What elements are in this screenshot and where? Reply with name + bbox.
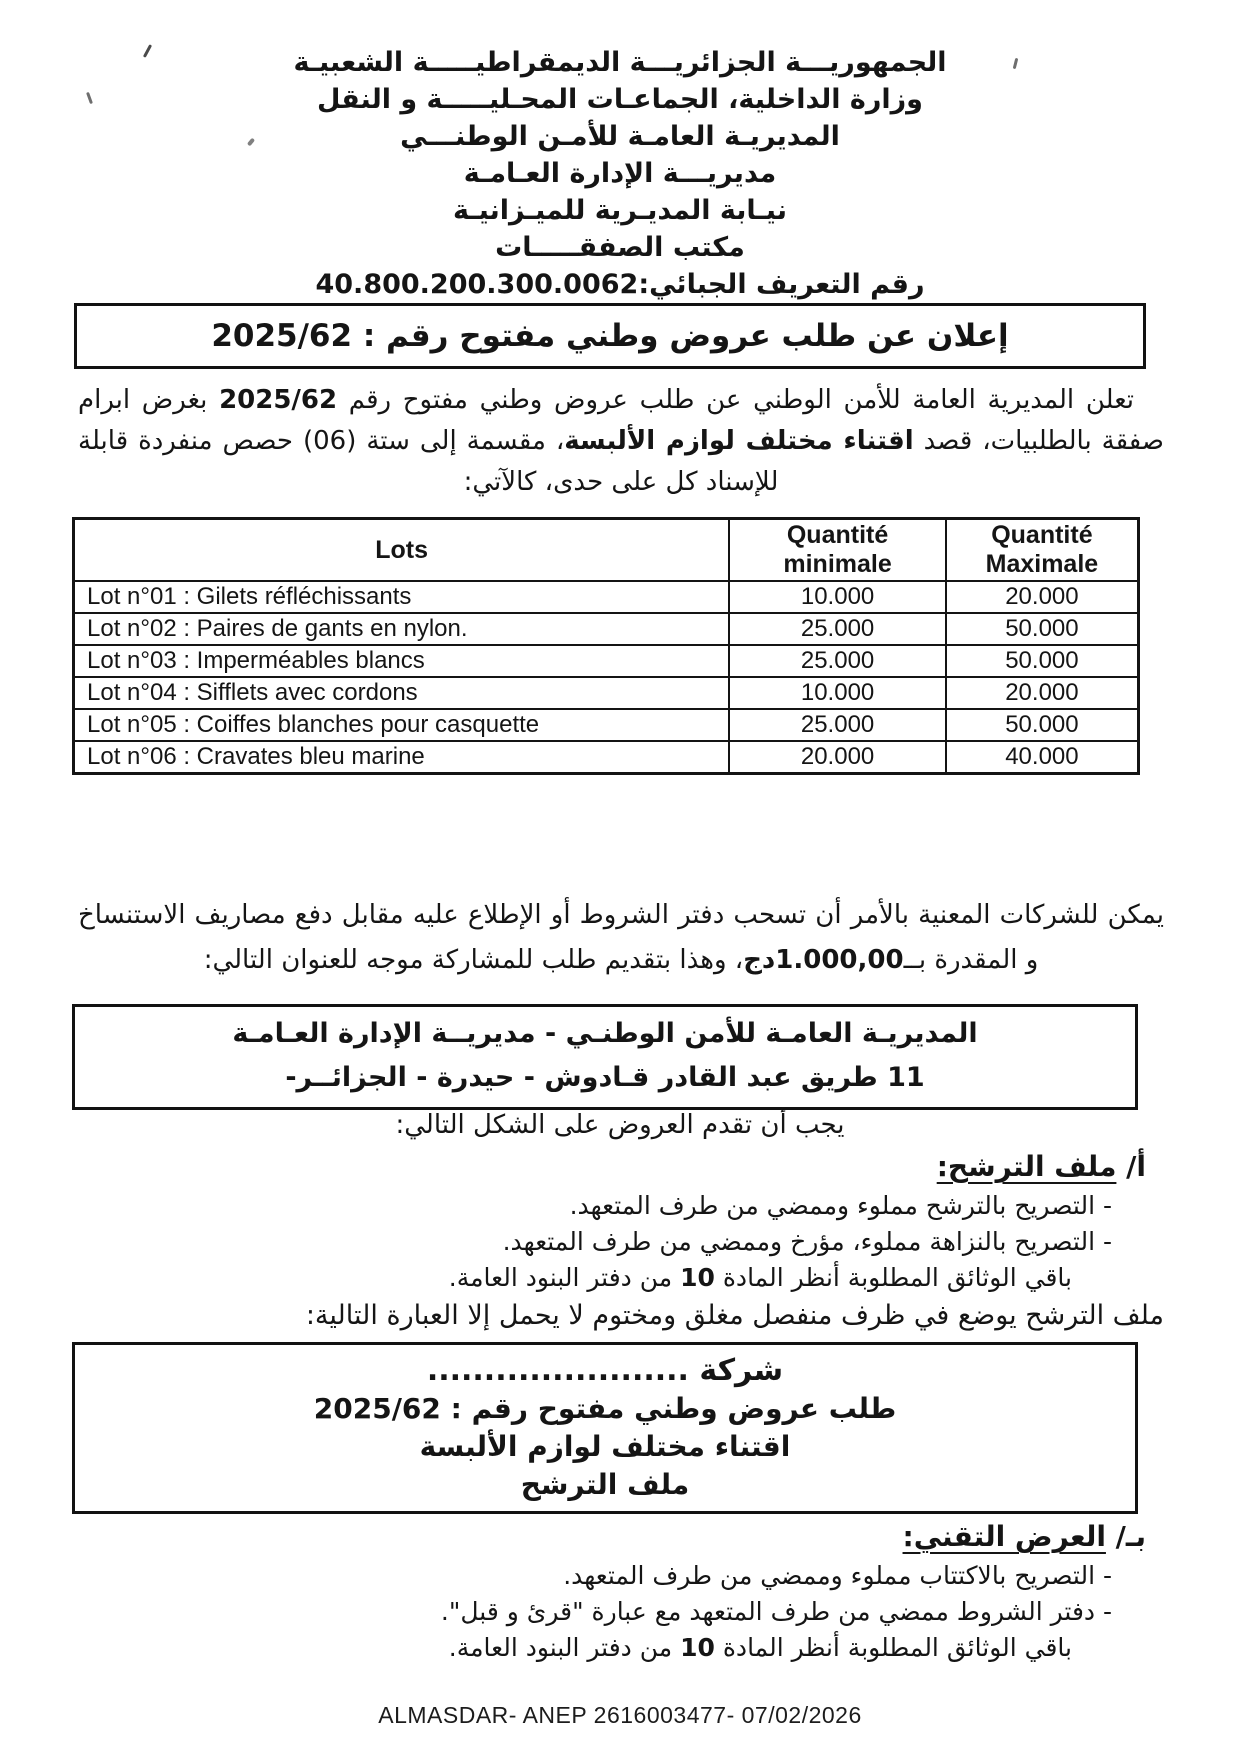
letterhead-line-office: مكتب الصفقـــــات	[495, 232, 745, 263]
section-b-article-number: 10	[680, 1633, 715, 1662]
section-a-item-3-seg: من دفتر البنود العامة.	[448, 1263, 681, 1292]
col-header-lots: Lots	[74, 519, 730, 582]
lot-cell: Lot n°03 : Imperméables blancs	[74, 645, 730, 677]
qty-min-cell: 25.000	[729, 613, 946, 645]
lot-cell: Lot n°06 : Cravates bleu marine	[74, 741, 730, 774]
anep-footer: ALMASDAR- ANEP 2616003477- 07/02/2026	[378, 1702, 862, 1728]
lots-table	[72, 517, 1140, 775]
lot-cell: Lot n°01 : Gilets réfléchissants	[74, 581, 730, 613]
section-a-title: ملف الترشح:	[936, 1150, 1117, 1183]
tax-id-line	[0, 266, 1240, 303]
col-header-qty-max-line1: Quantité	[991, 521, 1093, 549]
table-row	[74, 613, 1139, 645]
section-b-item-2: - دفتر الشروط ممضي من طرف المتعهد مع عبارة "قرئ و قبل".	[440, 1597, 1112, 1626]
letterhead-line-republic: الجمهوريـــة الجزائريـــة الديمقراطيـــــة الشعبيـة	[293, 47, 947, 78]
lot-cell: Lot n°04 : Sifflets avec cordons	[74, 677, 730, 709]
letterhead-line-ministry: وزارة الداخلية، الجماعـات المحـليـــــة و النقل	[317, 84, 923, 115]
table-row	[74, 581, 1139, 613]
address-line-1: المديريـة العامـة للأمن الوطنـي - مديريــة الإدارة العـامـة	[232, 1018, 978, 1049]
notice-title: إعلان عن طلب عروض وطني مفتوح رقم : 2025/62	[211, 318, 1009, 354]
table-row	[74, 709, 1139, 741]
envelope-object-line: اقتناء مختلف لوازم الألبسة	[419, 1430, 791, 1463]
table-header-row	[74, 519, 1139, 582]
section-technical-offer	[0, 1516, 1240, 1666]
table-row	[74, 645, 1139, 677]
section-b-item-3-seg: من دفتر البنود العامة.	[448, 1633, 681, 1662]
section-a-heading	[0, 1146, 1240, 1188]
section-b-prefix: بـ/	[1105, 1520, 1146, 1553]
table-row	[74, 677, 1139, 709]
qty-max-cell: 50.000	[946, 613, 1139, 645]
letterhead	[0, 44, 1240, 303]
section-a-article-number: 10	[680, 1263, 715, 1292]
col-header-qty-min-line2: minimale	[783, 550, 892, 578]
intro-seg: بغرض ابرام صفقة بالطلبيات، قصد	[78, 385, 1164, 456]
section-a-prefix: أ/	[1116, 1150, 1146, 1183]
notice-title-box	[74, 303, 1146, 369]
col-header-qty-max	[946, 519, 1139, 582]
col-header-qty-min-line1: Quantité	[786, 521, 889, 549]
letterhead-line-dgsn: المديريـة العامـة للأمـن الوطنـــي	[400, 121, 840, 152]
lot-cell: Lot n°02 : Paires de gants en nylon.	[74, 613, 730, 645]
intro-object: اقتناء مختلف لوازم الألبسة	[564, 426, 914, 456]
section-b-title: العرض التقني:	[902, 1520, 1106, 1553]
envelope-tender-line: طلب عروض وطني مفتوح رقم : 2025/62	[313, 1392, 897, 1425]
qty-min-cell: 25.000	[729, 709, 946, 741]
intro-seg: ، مقسمة إلى ستة (06) حصص منفردة قابلة للإسناد كل على حدى، كالآتي:	[78, 426, 779, 497]
letterhead-line-budget: نيـابة المديـرية للميـزانيـة	[453, 195, 787, 226]
qty-min-cell: 10.000	[729, 581, 946, 613]
qty-max-cell: 50.000	[946, 645, 1139, 677]
tax-id-label: رقم التعريف الجبائي:	[638, 269, 925, 300]
qty-min-cell: 25.000	[729, 645, 946, 677]
section-a-envelope-note: ملف الترشح يوضع في ظرف منفصل مغلق ومختوم لا يحمل إلا العبارة التالية:	[305, 1300, 1164, 1331]
address-line-2: 11 طريق عبد القادر قـادوش - حيدرة - الجزائــر-	[285, 1062, 925, 1093]
col-header-qty-min	[729, 519, 946, 582]
envelope-file-line: ملف الترشح	[520, 1468, 690, 1501]
section-b-item-3-seg: باقي الوثائق المطلوبة أنظر المادة	[714, 1633, 1072, 1662]
envelope-company-line: شركة .......................	[426, 1353, 784, 1388]
col-header-qty-max-line2: Maximale	[985, 550, 1099, 578]
presentation-line: يجب أن تقدم العروض على الشكل التالي:	[395, 1110, 845, 1140]
qty-min-cell: 20.000	[729, 741, 946, 774]
qty-max-cell: 20.000	[946, 677, 1139, 709]
table-row	[74, 741, 1139, 774]
qty-min-cell: 10.000	[729, 677, 946, 709]
tax-id-value: 40.800.200.300.0062	[315, 269, 639, 300]
section-b-item-3	[0, 1630, 1240, 1666]
section-b-item-1: - التصريح بالاكتتاب مملوء وممضي من طرف المتعهد.	[563, 1561, 1112, 1590]
qty-max-cell: 20.000	[946, 581, 1139, 613]
section-a-item-3	[0, 1260, 1240, 1296]
address-box	[72, 1004, 1138, 1110]
envelope-label-box	[72, 1342, 1138, 1514]
qty-max-cell: 50.000	[946, 709, 1139, 741]
withdrawal-seg: يمكن للشركات المعنية بالأمر أن تسحب دفتر الشروط أو الإطلاع عليه مقابل دفع مصاريف الاستنساخ و المقدرة بــ	[78, 900, 1164, 975]
intro-paragraph	[78, 380, 1164, 503]
section-a-item-3-seg: باقي الوثائق المطلوبة أنظر المادة	[714, 1263, 1072, 1292]
qty-max-cell: 40.000	[946, 741, 1139, 774]
section-a-item-1: - التصريح بالترشح مملوء وممضي من طرف المتعهد.	[569, 1191, 1112, 1220]
section-a-item-2: - التصريح بالنزاهة مملوء، مؤرخ وممضي من طرف المتعهد.	[502, 1227, 1112, 1256]
section-candidature	[0, 1146, 1240, 1336]
section-b-heading	[0, 1516, 1240, 1558]
lot-cell: Lot n°05 : Coiffes blanches pour casquette	[74, 709, 730, 741]
letterhead-line-direction: مديريـــة الإدارة العـامـة	[463, 158, 777, 189]
intro-seg: تعلن المديرية العامة للأمن الوطني عن طلب عروض وطني مفتوح رقم	[337, 385, 1134, 415]
withdrawal-paragraph	[78, 893, 1164, 983]
withdrawal-fee: 1.000,00دج	[743, 945, 904, 975]
intro-ref-number: 2025/62	[219, 385, 338, 415]
withdrawal-seg: ، وهذا بتقديم طلب للمشاركة موجه للعنوان التالي:	[203, 945, 744, 975]
